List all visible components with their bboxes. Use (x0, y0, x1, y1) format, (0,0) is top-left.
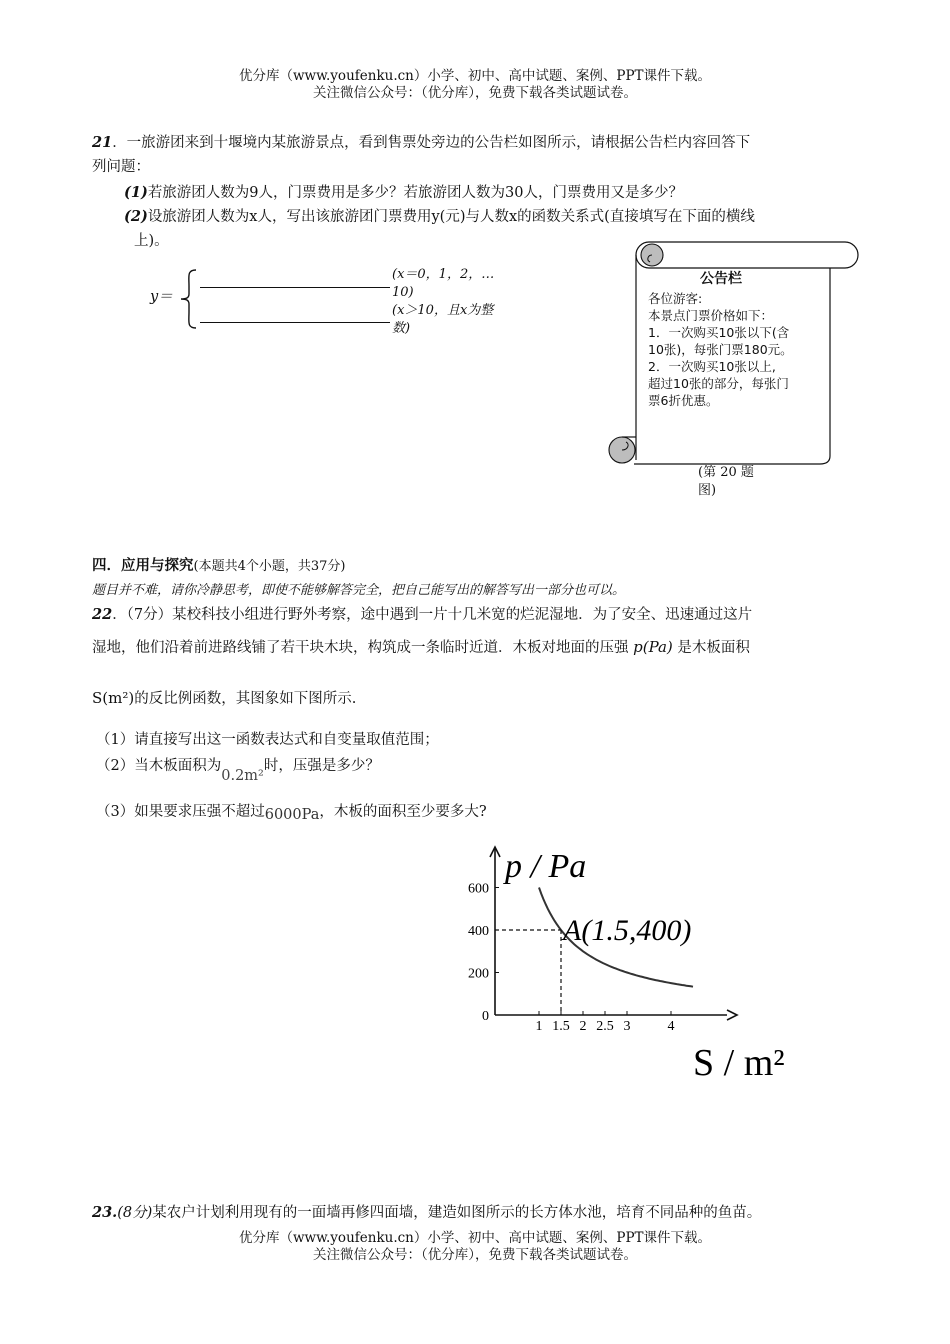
q22-line2-text-a: 湿地，他们沿着前进路线铺了若干块木块，构筑成一条临时近道．木板对地面的压强 (92, 640, 629, 656)
notice-line-2: 1．一次购买10张以下(含 (648, 325, 790, 340)
condition-1b: 10) (392, 285, 414, 300)
page-header-line1: 优分库（www.youfenku.cn）小学、初中、高中试题、案例、PPT课件下载。 (238, 68, 712, 84)
q22-line2-text-b: 是木板面积 (677, 640, 750, 656)
y-tick-label: 600 (468, 881, 489, 897)
notice-line-6: 票6折优惠。 (648, 393, 719, 408)
page-footer-line1: 优分库（www.youfenku.cn）小学、初中、高中试题、案例、PPT课件下载。 (238, 1230, 712, 1246)
notice-line-1: 本景点门票价格如下： (648, 308, 774, 323)
notice-line-3: 10张)，每张门票180元。 (648, 342, 793, 357)
x-tick-label: 4 (667, 1019, 675, 1034)
page-footer-line2: 关注微信公众号：（优分库），免费下载各类试题试卷。 (313, 1247, 637, 1263)
y-axis-label: p / Pa (505, 848, 587, 885)
section4-heading (92, 554, 345, 579)
q22-line3-text: 的反比例函数，其图象如下图所示. (134, 691, 357, 707)
section4-meta: (本题共4个小题，共37分) (193, 559, 346, 574)
q21-part2-text: 设旅游团人数为x人，写出该旅游团门票费用y(元)与人数x的函数关系式(直接填写在下面的横线 (147, 209, 755, 225)
y-tick-label: 200 (468, 966, 489, 982)
answer-blank-1[interactable] (200, 287, 390, 288)
q21-intro (92, 131, 750, 155)
x-axis-label: S / m² (693, 1042, 785, 1084)
y-tick-label: 0 (482, 1009, 489, 1024)
condition-2b: 数) (392, 321, 411, 336)
page-header-line2: 关注微信公众号：（优分库），免费下载各类试题试卷。 (313, 85, 637, 101)
piecewise-brace (178, 268, 200, 330)
x-tick-label: 1.5 (552, 1019, 570, 1034)
q22-line2 (92, 635, 750, 660)
x-axis-arrow (727, 1010, 737, 1020)
q22-sub2-formula: 0.2m² (221, 768, 264, 784)
x-tick-label: 2 (579, 1019, 587, 1034)
notice-caption-b: 图) (698, 483, 717, 498)
x-tick-label: 1 (535, 1019, 543, 1034)
q23-line (92, 1201, 761, 1225)
q21-intro-cont: 列问题： (92, 159, 150, 175)
notice-line-5: 超过10张的部分，每张门 (648, 376, 789, 391)
condition-2a: (x＞10，且x为整 (392, 303, 494, 318)
q22-sub3-b: ，木板的面积至少要多大? (319, 804, 487, 820)
q22-sub2-b: 时，压强是多少？ (263, 758, 380, 774)
x-tick-label: 3 (623, 1019, 631, 1034)
piecewise-y-label: y＝ (150, 289, 173, 305)
x-tick-label: 2.5 (596, 1019, 614, 1034)
q21-intro-text: ．一旅游团来到十堰境内某旅游景点，看到售票处旁边的公告栏如图所示，请根据公告栏内容回答下 (112, 135, 751, 151)
q22-formula-p: p(Pa) (633, 638, 673, 656)
q21-part1-label: (1) (124, 184, 148, 201)
pressure-area-chart (455, 835, 785, 1085)
notice-caption (698, 464, 754, 500)
q22-line1-text: ．（7分）某校科技小组进行野外考察，途中遇到一片十几米宽的烂泥湿地．为了安全、迅速通过这片 (112, 607, 753, 623)
condition-1 (392, 266, 494, 302)
q23-number: 23. (92, 1204, 118, 1221)
notice-caption-a: (第 20 题 (698, 465, 754, 480)
q21-part2 (124, 205, 755, 229)
q22-sub1: （1）请直接写出这一函数表达式和自变量取值范围； (96, 732, 439, 748)
notice-greeting: 各位游客: (648, 291, 703, 306)
answer-blank-2[interactable] (200, 322, 390, 323)
q22-line3 (92, 686, 356, 711)
section4-tip: 题目并不难，请你冷静思考，即使不能够解答完全，把自己能写出的解答写出一部分也可以。 (92, 583, 626, 598)
q22-sub3-a: （3）如果要求压强不超过 (96, 804, 265, 820)
q23-text: 某农户计划利用现有的一面墙再修四面墙，建造如图所示的长方体水池，培育不同品种的鱼苗。 (152, 1205, 762, 1221)
section4-title: 四．应用与探究 (92, 557, 194, 574)
q21-part1 (124, 181, 683, 205)
point-a-label: A(1.5,400) (563, 914, 692, 947)
q22-sub2-a: （2）当木板面积为 (96, 758, 222, 774)
condition-2 (392, 302, 493, 338)
q22-formula-s: S(m²) (92, 689, 135, 707)
q22-sub3-formula: 6000Pa (264, 807, 320, 823)
q21-number: 21 (92, 134, 113, 151)
q21-part2-label: (2) (124, 208, 148, 225)
q23-points: (8分) (117, 1205, 153, 1221)
q22-line1 (92, 603, 752, 627)
y-tick-label: 400 (468, 924, 489, 939)
notice-body (648, 290, 793, 409)
q22-sub2 (96, 754, 380, 784)
notice-line-4: 2．一次购买10张以上, (648, 359, 776, 374)
q21-part1-text: 若旅游团人数为9人，门票费用是多少？若旅游团人数为30人，门票费用又是多少？ (147, 185, 683, 201)
condition-1a: (x＝0，1，2，… (392, 267, 495, 282)
notice-title: 公告栏 (700, 271, 742, 287)
q21-part2-cont: 上)。 (134, 233, 169, 249)
q22-sub3 (96, 800, 487, 824)
q22-number: 22 (92, 606, 113, 623)
